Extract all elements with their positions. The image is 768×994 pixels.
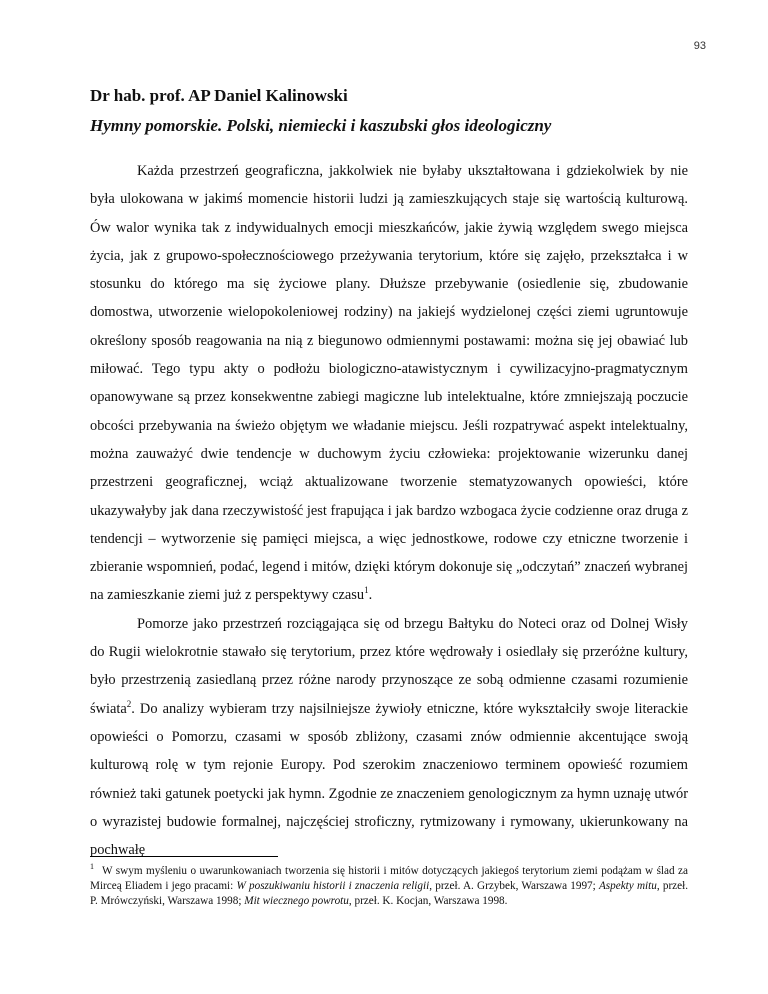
paragraph-text-end: . Do analizy wybieram trzy najsilniejsze żywioły etniczne, które wykształciły swoje literackie opowieści o Pomorzu, czasami w sposób zbliżony, czasami znów odmiennie akcentujące swoją kulturową rolę w tym rejonie Europy. Pod szerokim znaczeniowo terminem opowieść rozumiem również taki gatunek poetycki jak hymn. Zgodnie ze znaczeniem genologicznym za hymn uznaję utwór o wyrazistej budowie formalnej, najczęściej stroficzny, rytmizowany i rymowany, ukierunkowany na pochwałę xyxy=(90,700,688,859)
footnote-text: , przeł. K. Kocjan, Warszawa 1998. xyxy=(348,895,508,907)
footnote-separator xyxy=(90,856,278,857)
footnote-book-title: Aspekty mitu xyxy=(598,880,657,892)
paragraph xyxy=(90,157,688,610)
paragraph-text-end: . xyxy=(368,587,373,604)
footnote-reference[interactable]: 1 xyxy=(364,585,369,596)
footnote-book-title: W poszukiwaniu historii i znaczenia religii xyxy=(236,880,430,892)
page-number: 93 xyxy=(693,40,706,52)
footnote-text: , przeł. A. Grzybek, Warszawa 1997; xyxy=(429,880,599,892)
footnote-mark: 1 xyxy=(90,862,94,872)
footnote-reference[interactable]: 2 xyxy=(126,698,132,709)
paragraph-text: Każda przestrzeń geograficzna, jakkolwiek nie byłaby ukształtowana i gdziekolwiek by nie była ulokowana w jakimś momencie historii ludzi ją zamieszkujących staje się wartością kulturową. Ów walor wynika tak z indywidualnych emocji mieszkańców, jakie żywią względem swego miejsca życia, jak z grupowo-społecznościowego przeżywania terytorium, które się zajęło, przekształca i w stosunku do którego ma się życiowe plany. Dłuższe przebywanie (osiedlenie się, zbudowanie domostwa, utworzenie wielopokoleniowej rodziny) na jakiejś wydzielonej części ziemi ugruntowuje określony sposób reagowania na nią z biegunowo odmiennymi postawami: można się jej obawiać lub miłować. Tego typu akty o podłożu biologiczno-atawistycznym i cywilizacyjno-pragmatycznym opanowywane są przez konsekwentne zabiegi magiczne lub intelektualne, które zmniejszają poczucie obcości przebywania na świeżo objętym we władanie miejscu. Jeśli rozpatrywać aspekt intelektualny, można zauważyć dwie tendencje w duchowym życiu człowieka: projektowanie wizerunku danej przestrzeni geograficznej, wciąż aktualizowane tworzenie stematyzowanych opowieści, które ukazywałyby jak dana rzeczywistość jest frapująca i jak bardzo wzbogaca życie codzienne oraz druga z tendencji – wytworzenie się pamięci miejsca, a więc jednostkowe, rodowe czy etniczne tworzenie i zbieranie wspomnień, podać, legend i mitów, dzięki którym dokonuje się „odczytań” znaczeń wybranej na zamieszkanie ziemi już z perspektywy czasu xyxy=(90,163,688,604)
footnote xyxy=(90,864,688,909)
paragraph xyxy=(90,610,688,865)
footnote-book-title: Mit wiecznego powrotu xyxy=(244,895,349,907)
footnote-text: W swym myśleniu o uwarunkowaniach tworzenia się historii i mitów dotyczących jakiegoś terytorium ziemi podążam w ślad za Mirceą Eliadem i jego pracami: xyxy=(90,865,688,892)
article-body xyxy=(90,157,688,864)
author-line: Dr hab. prof. AP Daniel Kalinowski xyxy=(90,86,348,105)
paragraph-text: Pomorze jako przestrzeń rozciągająca się od brzegu Bałtyku do Noteci oraz od Dolnej Wisły do Rugii wielokrotnie stawało się terytorium, przez które wędrowały i osiedlały się przeróżne kultury, było przestrzenią zasiedlaną przez różne narody przynoszące ze sobą odmienne czasami rozumienie świata xyxy=(90,615,688,717)
footnote-text: , przeł. P. Mrówczyński, Warszawa 1998; xyxy=(90,880,688,907)
article-title: Hymny pomorskie. Polski, niemiecki i kaszubski głos ideologiczny xyxy=(90,116,552,135)
